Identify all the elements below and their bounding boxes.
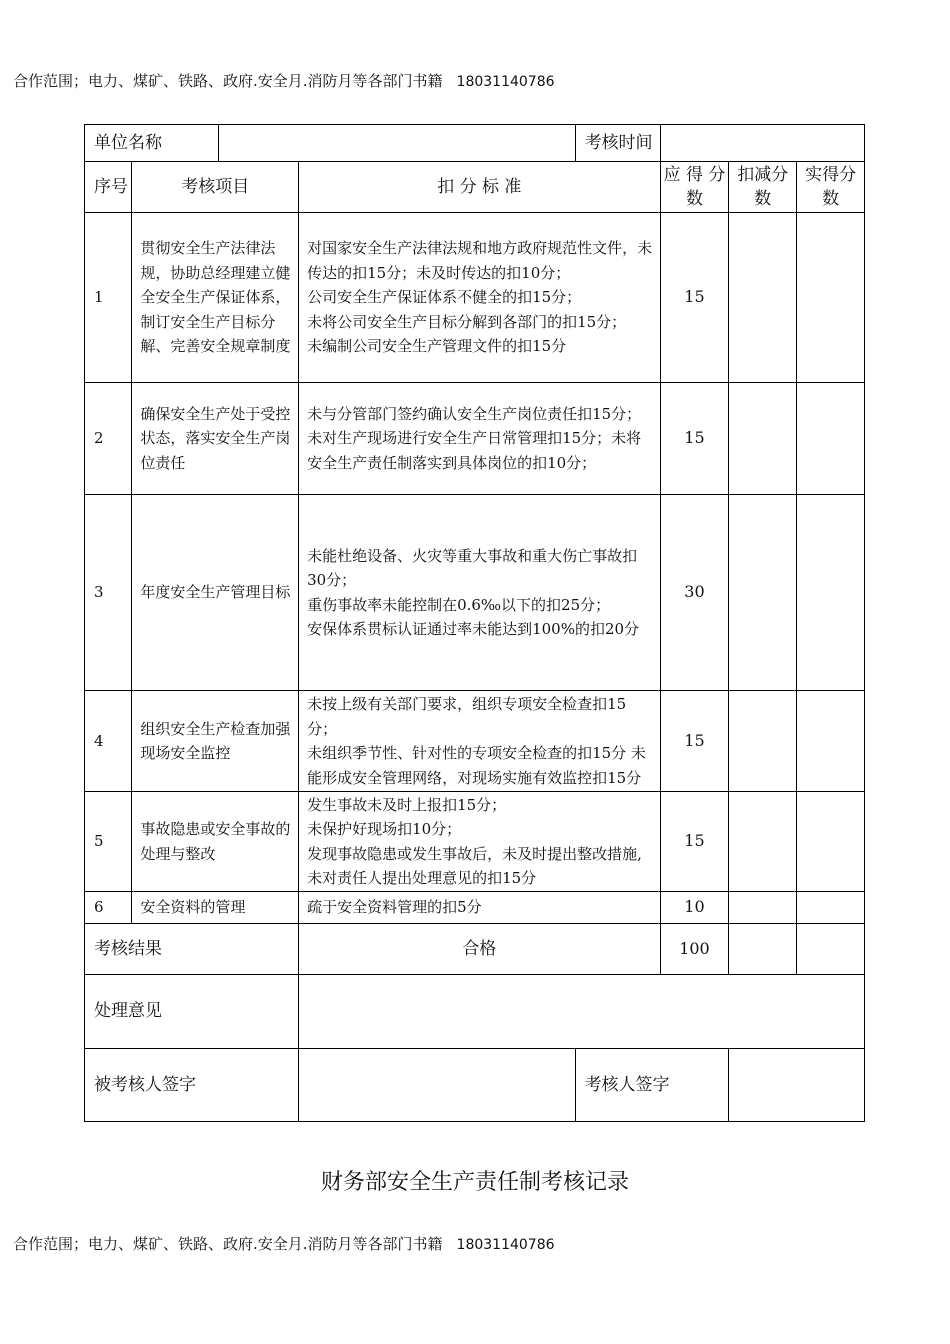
row-standard [299, 691, 660, 792]
row-no: 6 [85, 892, 132, 924]
result-actual-score[interactable] [797, 924, 865, 975]
row-due-score: 15 [660, 792, 729, 892]
standard-line: 未与分管部门签约确认安全生产岗位责任扣15分；未对生产现场进行安全生产日常管理扣15分；未将安全生产责任制落实到具体岗位的扣10分； [307, 404, 642, 472]
standard-line: 发现事故隐患或发生事故后，未及时提出整改措施,未对责任人提出处理意见的扣15分 [307, 844, 642, 887]
footer-cooperation-scope [13, 1234, 555, 1255]
row-no: 1 [85, 213, 132, 383]
col-header-standard: 扣 分 标 准 [299, 162, 660, 213]
row-due-score: 30 [660, 495, 729, 691]
row-item: 确保安全生产处于受控状态，落实安全生产岗位责任 [132, 383, 299, 495]
table-row [85, 383, 865, 495]
header-cooperation-scope [13, 71, 555, 92]
row-due-score: 10 [660, 892, 729, 924]
standard-line: 未编制公司安全生产管理文件的扣15分 [307, 337, 567, 356]
table-row [85, 792, 865, 892]
row-due-score: 15 [660, 691, 729, 792]
row-standard [299, 383, 660, 495]
examiner-signature-field[interactable] [729, 1049, 865, 1122]
result-deduct-score[interactable] [729, 924, 797, 975]
row-actual-score[interactable] [797, 792, 865, 892]
opinion-label: 处理意见 [85, 975, 299, 1049]
row-due-score: 15 [660, 213, 729, 383]
result-label: 考核结果 [85, 924, 299, 975]
assessment-table [84, 124, 865, 1122]
row-standard [299, 792, 660, 892]
col-header-due: 应 得 分数 [660, 162, 729, 213]
standard-line: 疏于安全资料管理的扣5分 [307, 898, 482, 917]
footer-phone: 18031140786 [456, 1237, 555, 1253]
row-deduct-score[interactable] [729, 495, 797, 691]
footer-text: 合作范围；电力、煤矿、铁路、政府.安全月.消防月等各部门书籍 [13, 1235, 443, 1253]
examinee-signature-field[interactable] [299, 1049, 575, 1122]
assessment-time-field[interactable] [660, 125, 864, 162]
row-actual-score[interactable] [797, 495, 865, 691]
signature-row [85, 1049, 865, 1122]
standard-line: 对国家安全生产法律法规和地方政府规范性文件，未传达的扣15分；未及时传达的扣10分； [307, 239, 653, 282]
row-standard [299, 213, 660, 383]
row-deduct-score[interactable] [729, 892, 797, 924]
unit-name-field[interactable] [219, 125, 575, 162]
document-title: 财务部安全生产责任制考核记录 [320, 1170, 629, 1195]
table-row [85, 495, 865, 691]
col-header-item: 考核项目 [132, 162, 299, 213]
result-total-score: 100 [660, 924, 729, 975]
standard-line: 发生事故未及时上报扣15分； [307, 795, 507, 814]
standard-line: 公司安全生产保证体系不健全的扣15分； [307, 288, 582, 307]
row-standard [299, 892, 660, 924]
row-deduct-score[interactable] [729, 213, 797, 383]
row-deduct-score[interactable] [729, 691, 797, 792]
row-no: 4 [85, 691, 132, 792]
row-actual-score[interactable] [797, 213, 865, 383]
standard-line: 安保体系贯标认证通过率未能达到100%的扣20分 [307, 620, 640, 638]
result-row [85, 924, 865, 975]
row-actual-score[interactable] [797, 892, 865, 924]
row-deduct-score[interactable] [729, 383, 797, 495]
assessment-time-label: 考核时间 [575, 125, 660, 162]
row-item: 组织安全生产检查加强现场安全监控 [132, 691, 299, 792]
table-row [85, 213, 865, 383]
col-header-deduct: 扣减分数 [729, 162, 797, 213]
row-actual-score[interactable] [797, 691, 865, 792]
standard-line: 未组织季节性、针对性的专项安全检查的扣15分 未能形成安全管理网络，对现场实施有效监控扣15分 [307, 744, 646, 787]
row-no: 5 [85, 792, 132, 892]
opinion-row [85, 975, 865, 1049]
standard-line: 重伤事故率未能控制在0.6‰以下的扣25分； [307, 595, 611, 614]
row-standard [299, 495, 660, 691]
header-phone: 18031140786 [456, 74, 555, 90]
row-item: 贯彻安全生产法律法规，协助总经理建立健全安全生产保证体系，制订安全生产目标分解、完善安全规章制度 [132, 213, 299, 383]
row-item: 事故隐患或安全事故的处理与整改 [132, 792, 299, 892]
examiner-signature-label: 考核人签字 [575, 1049, 729, 1122]
row-actual-score[interactable] [797, 383, 865, 495]
header-text: 合作范围；电力、煤矿、铁路、政府.安全月.消防月等各部门书籍 [13, 72, 443, 90]
unit-name-label: 单位名称 [85, 125, 219, 162]
result-value: 合格 [299, 924, 660, 975]
col-header-actual: 实得分数 [797, 162, 865, 213]
examinee-signature-label: 被考核人签字 [85, 1049, 299, 1122]
form-info-row [85, 125, 865, 162]
standard-line: 未保护好现场扣10分； [307, 820, 462, 838]
column-header-row [85, 162, 865, 213]
standard-line: 未能杜绝设备、火灾等重大事故和重大伤亡事故扣30分； [307, 546, 638, 589]
standard-line: 未将公司安全生产目标分解到各部门的扣15分； [307, 312, 627, 331]
col-header-no: 序号 [85, 162, 132, 213]
row-item: 年度安全生产管理目标 [132, 495, 299, 691]
standard-line: 未按上级有关部门要求，组织专项安全检查扣15分； [307, 695, 627, 738]
table-row [85, 691, 865, 792]
row-item: 安全资料的管理 [132, 892, 299, 924]
opinion-field[interactable] [299, 975, 865, 1049]
table-row [85, 892, 865, 924]
row-deduct-score[interactable] [729, 792, 797, 892]
row-no: 3 [85, 495, 132, 691]
row-due-score: 15 [660, 383, 729, 495]
row-no: 2 [85, 383, 132, 495]
